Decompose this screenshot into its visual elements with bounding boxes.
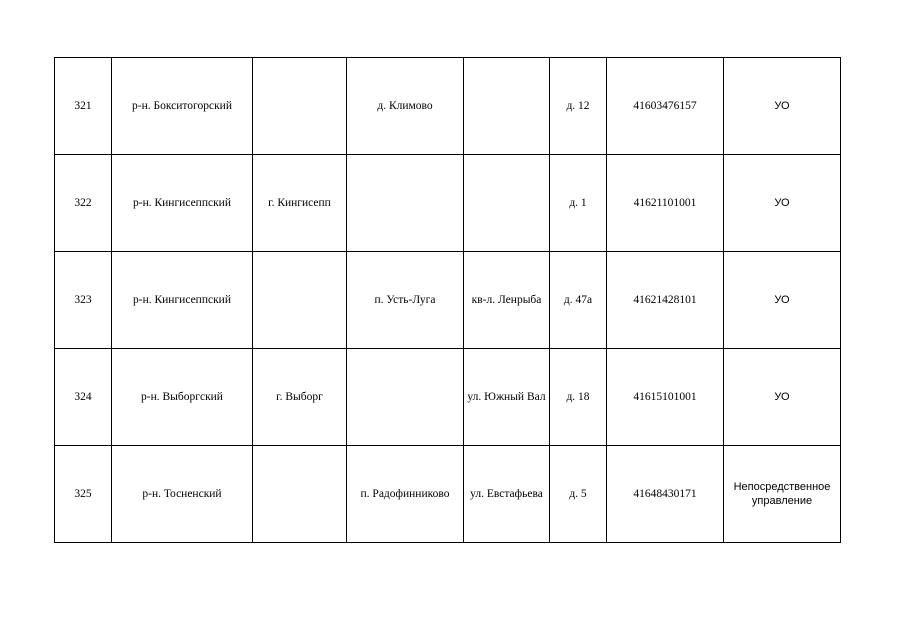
district-cell: р-н. Кингисеппский [112, 252, 253, 349]
city-cell: г. Кингисепп [253, 155, 347, 252]
city-cell [253, 252, 347, 349]
street-cell [464, 155, 550, 252]
house-cell: д. 47а [550, 252, 607, 349]
table-row [55, 58, 841, 155]
code-cell: 41648430171 [607, 446, 724, 543]
table-row [55, 446, 841, 543]
row-number-cell: 322 [55, 155, 112, 252]
street-cell: кв-л. Ленрыба [464, 252, 550, 349]
table-row [55, 155, 841, 252]
row-number-cell: 321 [55, 58, 112, 155]
street-cell [464, 58, 550, 155]
city-cell: г. Выборг [253, 349, 347, 446]
management-cell: УО [724, 155, 841, 252]
settlement-cell [347, 349, 464, 446]
table-body [55, 58, 841, 543]
district-cell: р-н. Тосненский [112, 446, 253, 543]
settlement-cell: д. Климово [347, 58, 464, 155]
management-cell: УО [724, 349, 841, 446]
district-cell: р-н. Кингисеппский [112, 155, 253, 252]
district-cell: р-н. Выборгский [112, 349, 253, 446]
management-cell: УО [724, 58, 841, 155]
house-cell: д. 5 [550, 446, 607, 543]
code-cell: 41621101001 [607, 155, 724, 252]
house-cell: д. 1 [550, 155, 607, 252]
code-cell: 41615101001 [607, 349, 724, 446]
address-register-table [54, 57, 841, 543]
code-cell: 41603476157 [607, 58, 724, 155]
city-cell [253, 446, 347, 543]
management-cell: Непосредственное управление [724, 446, 841, 543]
street-cell: ул. Евстафьева [464, 446, 550, 543]
table-row [55, 349, 841, 446]
settlement-cell: п. Усть-Луга [347, 252, 464, 349]
management-cell: УО [724, 252, 841, 349]
settlement-cell: п. Радофинниково [347, 446, 464, 543]
row-number-cell: 324 [55, 349, 112, 446]
settlement-cell [347, 155, 464, 252]
row-number-cell: 323 [55, 252, 112, 349]
house-cell: д. 18 [550, 349, 607, 446]
row-number-cell: 325 [55, 446, 112, 543]
house-cell: д. 12 [550, 58, 607, 155]
city-cell [253, 58, 347, 155]
street-cell: ул. Южный Вал [464, 349, 550, 446]
district-cell: р-н. Бокситогорский [112, 58, 253, 155]
table-row [55, 252, 841, 349]
code-cell: 41621428101 [607, 252, 724, 349]
